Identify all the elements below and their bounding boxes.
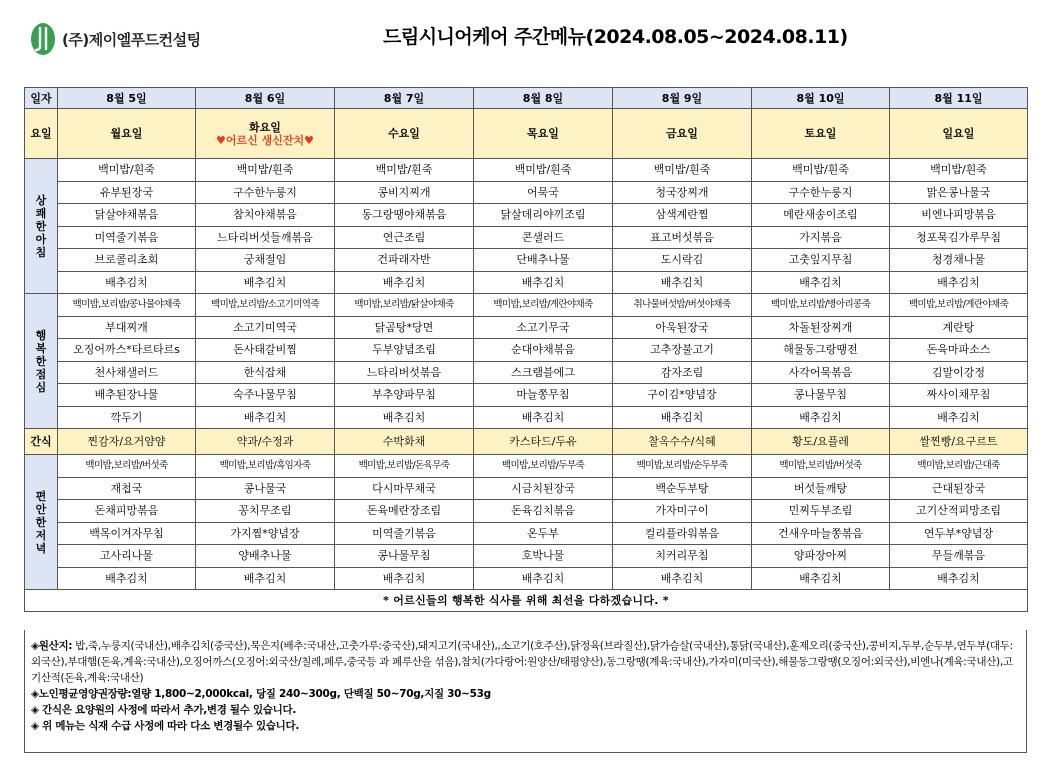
date-cell: 8월 11일: [890, 88, 1028, 109]
nutrition-note: ◈노인평균영양권장량:열량 1,800~2,000kcal, 당질 240~300g, 단백질 50~70g,지질 30~53g: [31, 688, 491, 700]
menu-item: 백미밥,보리밥/두부죽: [474, 455, 613, 478]
menu-item: 근대된장국: [890, 477, 1028, 500]
menu-item: 민찌두부조림: [752, 500, 890, 523]
menu-item: 배추김치: [196, 567, 335, 590]
menu-item: 메란새송이조림: [752, 204, 890, 227]
menu-item: 고추장불고기: [613, 339, 752, 362]
menu-item: 순대야채볶음: [474, 339, 613, 362]
menu-item: 부추양파무침: [335, 384, 474, 407]
breakfast-row: [25, 226, 1028, 249]
date-cell: 8월 8일: [474, 88, 613, 109]
menu-item: 계란탕: [890, 316, 1028, 339]
dinner-row: [25, 567, 1028, 590]
menu-item: 돈채피망볶음: [58, 500, 196, 523]
menu-item: 배추김치: [474, 567, 613, 590]
menu-item: 구이김*양념장: [613, 384, 752, 407]
day-cell: [196, 109, 335, 159]
menu-item: 배추김치: [335, 271, 474, 294]
menu-item: 배추김치: [196, 406, 335, 429]
menu-item: 한식잡채: [196, 361, 335, 384]
menu-item: 청경채나물: [890, 249, 1028, 272]
menu-item: 백미밥/흰죽: [335, 159, 474, 182]
menu-item: 배추김치: [752, 406, 890, 429]
menu-item: 배추김치: [890, 406, 1028, 429]
menu-item: 온두부: [474, 522, 613, 545]
menu-item: 건새우마늘쫑볶음: [752, 522, 890, 545]
day-name: 월요일: [110, 127, 143, 140]
menu-item: 백미밥,보리밥/계란야채죽: [890, 294, 1028, 317]
lunch-row: [25, 384, 1028, 407]
menu-item: 배추김치: [752, 271, 890, 294]
menu-item: 어묵국: [474, 181, 613, 204]
menu-item: 배추김치: [335, 406, 474, 429]
menu-item: 컬리플라워볶음: [613, 522, 752, 545]
menu-item: 배추김치: [474, 271, 613, 294]
breakfast-row: [25, 181, 1028, 204]
menu-item: 시금치된장국: [474, 477, 613, 500]
menu-item: 구수한누룽지: [752, 181, 890, 204]
menu-item: 백목이겨자무침: [58, 522, 196, 545]
menu-item: 백순두부탕: [613, 477, 752, 500]
day-cell: [335, 109, 474, 159]
menu-item: 천사채샐러드: [58, 361, 196, 384]
dinner-row: [25, 477, 1028, 500]
menu-item: 김말이강정: [890, 361, 1028, 384]
menu-item: 치커리무침: [613, 545, 752, 568]
menu-item: 미역줄기볶음: [335, 522, 474, 545]
date-cell: 8월 5일: [58, 88, 196, 109]
dinner-row: [25, 455, 1028, 478]
dinner-row: [25, 545, 1028, 568]
menu-item: 유부된장국: [58, 181, 196, 204]
menu-item: 오징어까스*타르타르s: [58, 339, 196, 362]
menu-item: 양배추나물: [196, 545, 335, 568]
dinner-label: 편 안 한 저 녁: [25, 455, 58, 590]
menu-item: 스크램블에그: [474, 361, 613, 384]
menu-item: 배추김치: [58, 567, 196, 590]
menu-item: 차돌된장찌개: [752, 316, 890, 339]
menu-item: 구수한누룽지: [196, 181, 335, 204]
day-cell: [474, 109, 613, 159]
menu-item: 백미밥,보리밥/병아리콩죽: [752, 294, 890, 317]
lunch-row: [25, 339, 1028, 362]
dinner-row: [25, 522, 1028, 545]
menu-item: 비엔나피망볶음: [890, 204, 1028, 227]
menu-item: 백미밥,보리밥/닭살야채죽: [335, 294, 474, 317]
birthday-party-badge: ♥어르신 생신잔치♥: [216, 133, 314, 147]
breakfast-row: [25, 204, 1028, 227]
menu-notice: ◈ 위 메뉴는 식재 수급 사정에 따라 다소 변경될수 있습니다.: [31, 720, 300, 732]
menu-item: 백미밥/흰죽: [58, 159, 196, 182]
lunch-row: [25, 361, 1028, 384]
menu-item: 사각어묵볶음: [752, 361, 890, 384]
date-cell: 8월 7일: [335, 88, 474, 109]
menu-item: 연근조림: [335, 226, 474, 249]
menu-item: 건파래자반: [335, 249, 474, 272]
day-name: 목요일: [527, 127, 559, 140]
menu-item: 버섯들깨탕: [752, 477, 890, 500]
menu-item: 재첩국: [58, 477, 196, 500]
menu-item: 고기산적피망조림: [890, 500, 1028, 523]
menu-item: 닭살데리야끼조림: [474, 204, 613, 227]
menu-item: 참치야채볶음: [196, 204, 335, 227]
menu-item: 백미밥,보리밥/근대죽: [890, 455, 1028, 478]
menu-item: 두부양념조림: [335, 339, 474, 362]
date-row: [25, 88, 1028, 109]
menu-item: 콩비지찌개: [335, 181, 474, 204]
menu-item: 숙주나물무침: [196, 384, 335, 407]
snack-label: 간식: [25, 429, 58, 455]
menu-item: 궁채절임: [196, 249, 335, 272]
menu-item: 돈육김치볶음: [474, 500, 613, 523]
menu-item: 짜사이채무침: [890, 384, 1028, 407]
snack-item: 황도/요플레: [752, 429, 890, 455]
day-cell: [58, 109, 196, 159]
dinner-row: [25, 500, 1028, 523]
menu-item: 청포묵김가루무침: [890, 226, 1028, 249]
breakfast-row: [25, 271, 1028, 294]
menu-item: 연두부*양념장: [890, 522, 1028, 545]
snack-item: 찰옥수수/식혜: [613, 429, 752, 455]
menu-item: 청국장찌개: [613, 181, 752, 204]
menu-item: 감자조림: [613, 361, 752, 384]
menu-item: 닭곰탕*당면: [335, 316, 474, 339]
footer-row: [25, 590, 1028, 612]
menu-item: 배추김치: [613, 271, 752, 294]
page-header: [0, 0, 1039, 86]
menu-item: 고춧잎지무침: [752, 249, 890, 272]
menu-item: 느타리버섯볶음: [335, 361, 474, 384]
menu-item: 배추김치: [196, 271, 335, 294]
menu-item: 느타리버섯들깨볶음: [196, 226, 335, 249]
date-cell: 8월 9일: [613, 88, 752, 109]
menu-item: 소고기무국: [474, 316, 613, 339]
menu-item: 돈사태갈비찜: [196, 339, 335, 362]
menu-item: 취나물버섯밥/버섯야채죽: [613, 294, 752, 317]
breakfast-row: [25, 159, 1028, 182]
menu-item: 백미밥,보리밥/버섯죽: [58, 455, 196, 478]
menu-item: 소고기미역국: [196, 316, 335, 339]
leaf-logo-icon: [30, 22, 56, 56]
menu-item: 깍두기: [58, 406, 196, 429]
snack-item: 약과/수정과: [196, 429, 335, 455]
menu-item: 백미밥,보리밥/소고기미역죽: [196, 294, 335, 317]
day-row: [25, 109, 1028, 159]
notes-box: [24, 630, 1027, 753]
lunch-label: 행 복 한 점 심: [25, 294, 58, 429]
company-logo: [30, 22, 201, 56]
day-label: 요일: [25, 109, 58, 159]
snack-row: [25, 429, 1028, 455]
menu-item: 배추김치: [58, 271, 196, 294]
menu-item: 콘샐러드: [474, 226, 613, 249]
day-name: 수요일: [388, 127, 420, 140]
menu-item: 해물동그랑땡전: [752, 339, 890, 362]
menu-item: 표고버섯볶음: [613, 226, 752, 249]
menu-item: 마늘쫑무침: [474, 384, 613, 407]
menu-item: 동그랑땡야채볶음: [335, 204, 474, 227]
menu-item: 배추김치: [613, 406, 752, 429]
day-cell: [752, 109, 890, 159]
snack-item: 카스타드/두유: [474, 429, 613, 455]
menu-item: 가지찜*양념장: [196, 522, 335, 545]
menu-item: 닭살야채볶음: [58, 204, 196, 227]
footer-message: * 어르신들의 행복한 식사를 위해 최선을 다하겠습니다. *: [25, 590, 1028, 612]
menu-item: 백미밥/흰죽: [890, 159, 1028, 182]
menu-item: 도시락김: [613, 249, 752, 272]
menu-item: 꽁치무조림: [196, 500, 335, 523]
page-title: 드림시니어케어 주간메뉴(2024.08.05~2024.08.11): [383, 26, 848, 48]
menu-item: 배추된장나물: [58, 384, 196, 407]
date-cell: 8월 10일: [752, 88, 890, 109]
menu-item: 백미밥,보리밥/돈육무죽: [335, 455, 474, 478]
menu-item: 돈육마파소스: [890, 339, 1028, 362]
menu-item: 배추김치: [474, 406, 613, 429]
menu-item: 백미밥/흰죽: [196, 159, 335, 182]
company-name: (주)제이엘푸드컨설팅: [62, 30, 201, 49]
menu-item: 콩나물무침: [335, 545, 474, 568]
menu-item: 백미밥,보리밥/순두부죽: [613, 455, 752, 478]
snack-item: 수박화채: [335, 429, 474, 455]
menu-item: 가지볶음: [752, 226, 890, 249]
menu-item: 미역줄기볶음: [58, 226, 196, 249]
menu-item: 브로콜리초회: [58, 249, 196, 272]
menu-item: 배추김치: [335, 567, 474, 590]
menu-item: 아욱된장국: [613, 316, 752, 339]
breakfast-row: [25, 249, 1028, 272]
menu-item: 양파장아찌: [752, 545, 890, 568]
menu-item: 백미밥,보리밥/콩나물야채죽: [58, 294, 196, 317]
menu-item: 맑은콩나물국: [890, 181, 1028, 204]
day-cell: [890, 109, 1028, 159]
menu-item: 배추김치: [890, 271, 1028, 294]
menu-item: 백미밥/흰죽: [474, 159, 613, 182]
day-cell: [613, 109, 752, 159]
lunch-row: [25, 316, 1028, 339]
weekly-menu-table: [24, 87, 1028, 612]
menu-item: 백미밥/흰죽: [752, 159, 890, 182]
menu-item: 백미밥,보리밥/계란야채죽: [474, 294, 613, 317]
breakfast-label: 상 쾌 한 아 침: [25, 159, 58, 294]
day-name: 금요일: [666, 127, 698, 140]
menu-item: 백미밥,보리밥/흑임자죽: [196, 455, 335, 478]
menu-item: 다시마무채국: [335, 477, 474, 500]
menu-item: 백미밥,보리밥/버섯죽: [752, 455, 890, 478]
menu-item: 무들깨볶음: [890, 545, 1028, 568]
menu-item: 삼색계란찜: [613, 204, 752, 227]
date-cell: 8월 6일: [196, 88, 335, 109]
lunch-row: [25, 294, 1028, 317]
menu-item: 배추김치: [613, 567, 752, 590]
menu-item: 돈육메란장조림: [335, 500, 474, 523]
menu-item: 콩나물무침: [752, 384, 890, 407]
snack-item: 쌀찐빵/요구르트: [890, 429, 1028, 455]
day-name: 화요일: [249, 120, 281, 134]
day-name: 일요일: [942, 127, 975, 140]
snack-item: 찐감자/요거얌얌: [58, 429, 196, 455]
menu-item: 콩나물국: [196, 477, 335, 500]
lunch-row: [25, 406, 1028, 429]
menu-item: 호박나물: [474, 545, 613, 568]
menu-item: 고사리나물: [58, 545, 196, 568]
menu-item: 배추김치: [752, 567, 890, 590]
day-name: 토요일: [804, 127, 837, 140]
origin-note: ◈원산지: 밥,죽,누룽지(국내산),배추김치(중국산),묵은지(배추:국내산,고춧가루:중국산),돼지고기(국내산),,소고기(호주산),닭정육(브라질산),닭가슴살(국내산),통닭(국내산),훈제오리(중국산),콩비지,두부,순두부,연두부(대두:외국산),부대햄(돈육,계육:국내산),오징어까스(오징어:외국산/칠레,페루,중국등 과 페루산을 섞음),참치(가다랑어:원양산/태평양산),동그랑땡(계육:국내산),가자미(미국산),해물동그랑땡(오징어:외국산),비엔나(계육:국내산),고기산적(돈육,계육:국내산): [31, 640, 1013, 684]
date-label: 일자: [25, 88, 58, 109]
menu-item: 가자미구이: [613, 500, 752, 523]
menu-item: 백미밥/흰죽: [613, 159, 752, 182]
snack-notice: ◈ 간식은 요양원의 사정에 따라서 추가,변경 될수 있습니다.: [31, 704, 297, 716]
menu-item: 배추김치: [890, 567, 1028, 590]
menu-item: 단배추나물: [474, 249, 613, 272]
menu-item: 부대찌개: [58, 316, 196, 339]
